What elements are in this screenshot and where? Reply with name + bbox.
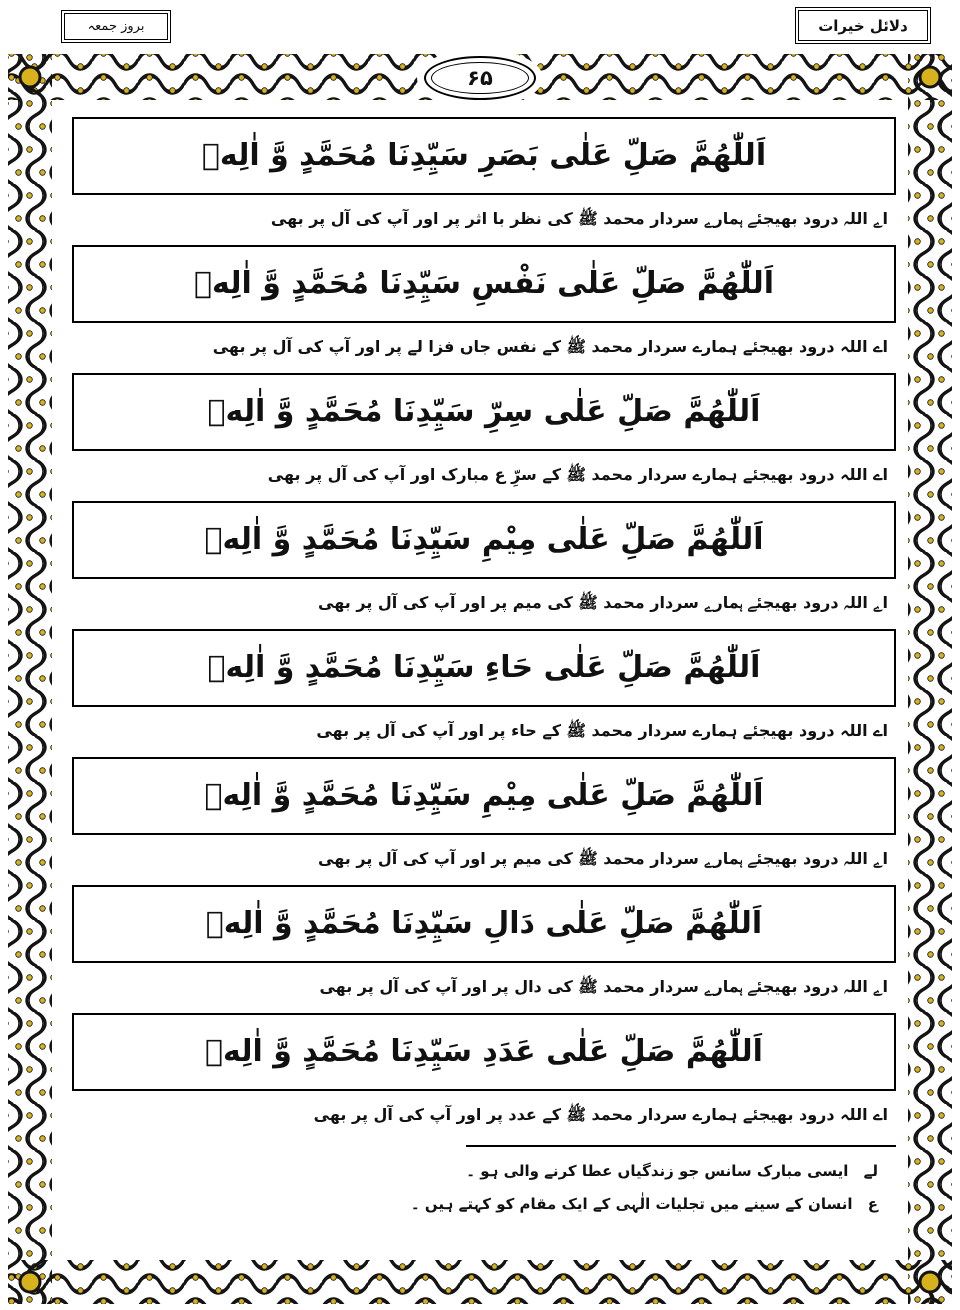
corner-rosette-top-left: [20, 67, 40, 87]
prayer-box: [72, 245, 896, 323]
prayer-block: [72, 629, 896, 757]
prayer-arabic-text: اَللّٰهُمَّ صَلِّ عَلٰى نَفْسِ سَيِّدِنَا مُحَمَّدٍ وَّ اٰلِهٖ: [194, 266, 774, 301]
page-number-cartouche: [424, 56, 536, 100]
prayer-block: [72, 373, 896, 501]
urdu-translation: اے اللہ درود بھیجئے ہمارے سردار محمد ﷺ کے حاء پر اور آپ کی آل پر بھی: [316, 720, 888, 740]
footnote-marker: ع: [867, 1194, 878, 1213]
frame-band-right: [908, 54, 952, 1304]
page-content: [72, 117, 896, 1220]
prayer-arabic-text: اَللّٰهُمَّ صَلِّ عَلٰى حَاءِ سَيِّدِنَا مُحَمَّدٍ وَّ اٰلِهٖ: [207, 650, 761, 685]
urdu-translation: اے اللہ درود بھیجئے ہمارے سردار محمد ﷺ کی دال پر اور آپ کی آل پر بھی: [319, 976, 888, 996]
prayer-arabic-text: اَللّٰهُمَّ صَلِّ عَلٰى سِرِّ سَيِّدِنَا مُحَمَّدٍ وَّ اٰلِهٖ: [207, 394, 761, 429]
urdu-translation: اے اللہ درود بھیجئے ہمارے سردار محمد ﷺ کی میم پر اور آپ کی آل پر بھی: [318, 848, 888, 868]
prayer-box: [72, 501, 896, 579]
prayer-box: [72, 117, 896, 195]
prayer-box: [72, 373, 896, 451]
prayer-block: [72, 501, 896, 629]
urdu-translation: اے اللہ درود بھیجئے ہمارے سردار محمد ﷺ کے عدد پر اور آپ کی آل پر بھی: [313, 1104, 888, 1124]
urdu-translation: اے اللہ درود بھیجئے ہمارے سردار محمد ﷺ کی میم پر اور آپ کی آل پر بھی: [318, 592, 888, 612]
day-label: بروز جمعہ: [87, 19, 145, 34]
book-title-box: [798, 10, 928, 41]
prayer-arabic-text: اَللّٰهُمَّ صَلِّ عَلٰى عَدَدِ سَيِّدِنَا مُحَمَّدٍ وَّ اٰلِهٖ: [205, 1034, 763, 1069]
corner-rosette-top-right: [920, 67, 940, 87]
prayer-block: [72, 757, 896, 885]
prayer-block: [72, 885, 896, 1013]
prayer-arabic-text: اَللّٰهُمَّ صَلِّ عَلٰى مِيْمِ سَيِّدِنَا مُحَمَّدٍ وَّ اٰلِهٖ: [204, 522, 764, 557]
prayer-arabic-text: اَللّٰهُمَّ صَلِّ عَلٰى مِيْمِ سَيِّدِنَا مُحَمَّدٍ وَّ اٰلِهٖ: [204, 778, 764, 813]
urdu-translation: اے اللہ درود بھیجئے ہمارے سردار محمد ﷺ کی نظر با اثر پر اور آپ کی آل پر بھی: [270, 208, 888, 228]
prayer-arabic-text: اَللّٰهُمَّ صَلِّ عَلٰى بَصَرِ سَيِّدِنَا مُحَمَّدٍ وَّ اٰلِهٖ: [201, 138, 767, 173]
day-label-box: [64, 13, 168, 40]
frame-band-left: [8, 54, 52, 1304]
page-number: ۶۵: [431, 62, 529, 94]
footnote-text: انسان کے سینے میں تجلیات الٰہی کے ایک مقام کو کہتے ہیں ۔: [410, 1194, 853, 1213]
prayer-block: [72, 117, 896, 245]
prayer-block: [72, 1013, 896, 1141]
footnote: [72, 1188, 896, 1221]
prayer-block: [72, 245, 896, 373]
book-title: دلائل خیرات: [818, 16, 908, 35]
prayer-box: [72, 885, 896, 963]
footnote-marker: لے: [863, 1162, 878, 1180]
footnote-separator-rule: [466, 1145, 896, 1147]
prayer-box: [72, 1013, 896, 1091]
footnote-text: ایسی مبارک سانس جو زندگیاں عطا کرنے والی ہو ۔: [466, 1162, 849, 1180]
urdu-translation: اے اللہ درود بھیجئے ہمارے سردار محمد ﷺ کے سرِّ ع مبارک اور آپ کی آل پر بھی: [267, 464, 888, 484]
prayer-arabic-text: اَللّٰهُمَّ صَلِّ عَلٰى دَالِ سَيِّدِنَا مُحَمَّدٍ وَّ اٰلِهٖ: [205, 906, 763, 941]
urdu-translation: اے اللہ درود بھیجئے ہمارے سردار محمد ﷺ کے نفس جاں فزا لے پر اور آپ کی آل پر بھی: [212, 336, 888, 356]
corner-rosette-bottom-left: [20, 1272, 40, 1292]
footnotes-section: [72, 1145, 896, 1220]
prayer-box: [72, 757, 896, 835]
footnote: [72, 1155, 896, 1188]
frame-band-bottom: [8, 1260, 952, 1304]
prayer-box: [72, 629, 896, 707]
corner-rosette-bottom-right: [920, 1272, 940, 1292]
